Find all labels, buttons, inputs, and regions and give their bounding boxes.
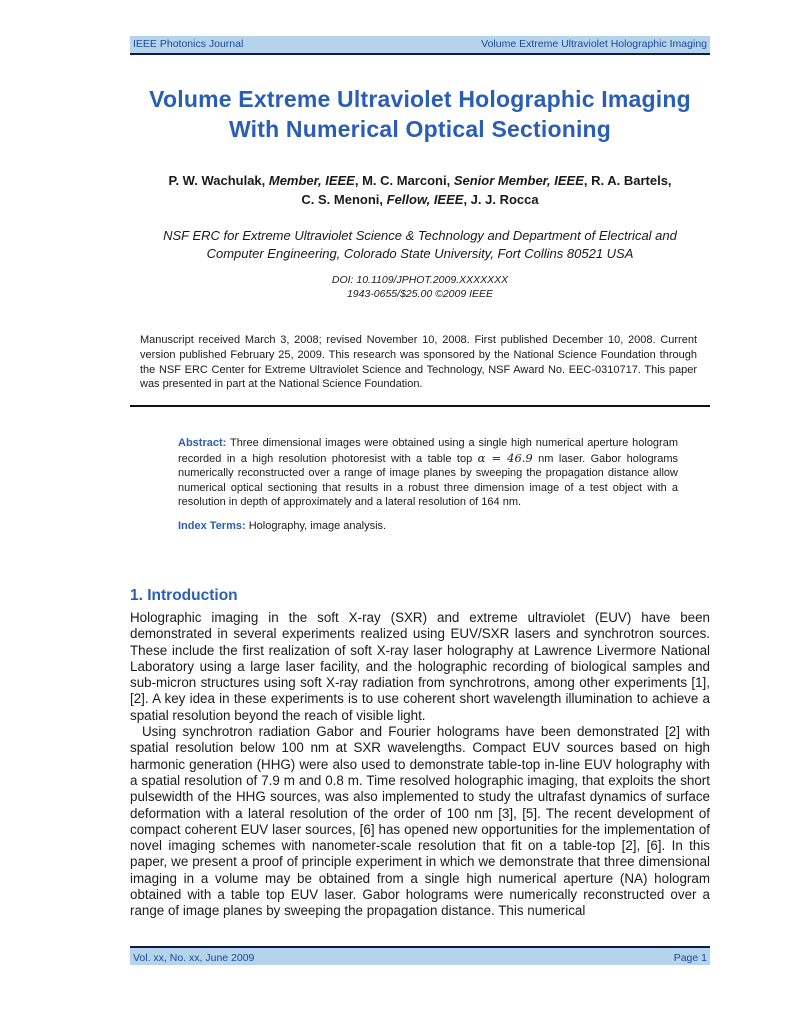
wavelength-formula: α = 46.9 [477,450,533,465]
section-heading-introduction: 1. Introduction [130,587,238,604]
header-journal-name: IEEE Photonics Journal [133,37,244,50]
footer-volume-info: Vol. xx, No. xx, June 2009 [133,951,255,964]
author-name: , M. C. Marconi, [354,173,454,188]
author-membership: Fellow, IEEE [386,192,464,207]
affiliation: NSF ERC for Extreme Ultraviolet Science & Technology and Department of Electrical and Computer Engineering, Colorado State University, Fort Collins 80521 USA [163,228,677,261]
running-header [130,36,710,55]
paper-title [107,84,733,144]
author-membership: Member, IEEE [268,173,355,188]
doi-block [130,273,710,301]
header-paper-title: Volume Extreme Ultraviolet Holographic Imaging [481,37,707,50]
abstract-label: Abstract: [178,437,227,449]
horizontal-rule [130,405,710,407]
index-terms-text: Holography, image analysis. [245,519,387,532]
abstract-section [178,436,678,534]
author-line2 [130,190,710,209]
abstract-paragraph [178,436,678,510]
author-membership: Senior Member, IEEE [453,173,584,188]
author-name: , R. A. Bartels, [583,173,672,188]
paper-title-line1: Volume Extreme Ultraviolet Holographic Imaging [149,86,691,112]
footer-page-number: Page 1 [673,951,707,964]
author-name: P. W. Wachulak, [168,173,269,188]
index-terms [178,519,678,534]
manuscript-history-note: Manuscript received March 3, 2008; revised November 10, 2008. First published December 10, 2008. Current version published February 25, 2009. This research was sponsored by the National Science Foundation through the NSF ERC Center for Extreme Ultraviolet Science and Technology, NSF Award No. EEC-0310717. This paper was presented in part at the National Science Foundation. [140,334,697,391]
author-name: C. S. Menoni, [301,192,387,207]
doi-line: DOI: 10.1109/JPHOT.2009.XXXXXXX [331,274,509,286]
author-line1 [130,171,710,190]
paper-title-line2: With Numerical Optical Sectioning [228,116,612,142]
index-terms-label: Index Terms: [178,519,246,532]
abstract-text: Three dimensional images were obtained using a single high numerical aperture hologram recorded in a high resolution photoresist with a table top [178,437,678,465]
abstract-text: nm laser. Gabor holograms numerically reconstructed over a range of image planes by sweeping the propagation distance allow numerical optical sectioning that results in a robust three dimension image of a test object with a resolution in depth of approximately and a lateral resolution of 164 nm. [178,452,679,509]
author-list [130,171,710,209]
author-name: , J. J. Rocca [463,192,539,207]
running-footer [130,946,710,965]
intro-paragraph-2: Using synchrotron radiation Gabor and Fourier holograms have been demonstrated [2] with spatial resolution below 100 nm at SXR wavelengths. Compact EUV sources based on high harmonic generation (HHG) were also used to demonstrate table-top in-line EUV holography with a spatial resolution of 7.9 m and 0.8 m. Time resolved holographic imaging, that exploits the short pulsewidth of the HHG sources, was also implemented to study the ultrafast dynamics of surface deformation with a lateral resolution of the order of 100 nm [3], [5]. The recent development of compact coherent EUV laser sources, [6] has opened new opportunities for the implementation of novel imaging schemes with nanometer-scale resolution that fit on a table-top [2], [6]. In this paper, we present a proof of principle experiment in which we demonstrate that three dimensional imaging in a volume may be obtained from a single high numerical aperture (NA) hologram obtained with a table top EUV laser. Gabor holograms were numerically reconstructed over a range of image planes by sweeping the propagation distance. This numerical [130,724,710,919]
copyright-line: 1943-0655/$25.00 ©2009 IEEE [346,288,494,300]
intro-paragraph-1: Holographic imaging in the soft X-ray (SXR) and extreme ultraviolet (EUV) have been demonstrated in several experiments realized using EUV/SXR lasers and synchrotron sources. These include the first realization of soft X-ray laser holography at Lawrence Livermore National Laboratory using a large laser facility, and the holographic recording of biological samples and sub-micron structures using soft X-ray radiation from synchrotrons, among other experiments [1], [2]. A key idea in these experiments is to use coherent short wavelength illumination to achieve a spatial resolution beyond the reach of visible light. [130,610,710,723]
introduction-body [130,610,710,920]
